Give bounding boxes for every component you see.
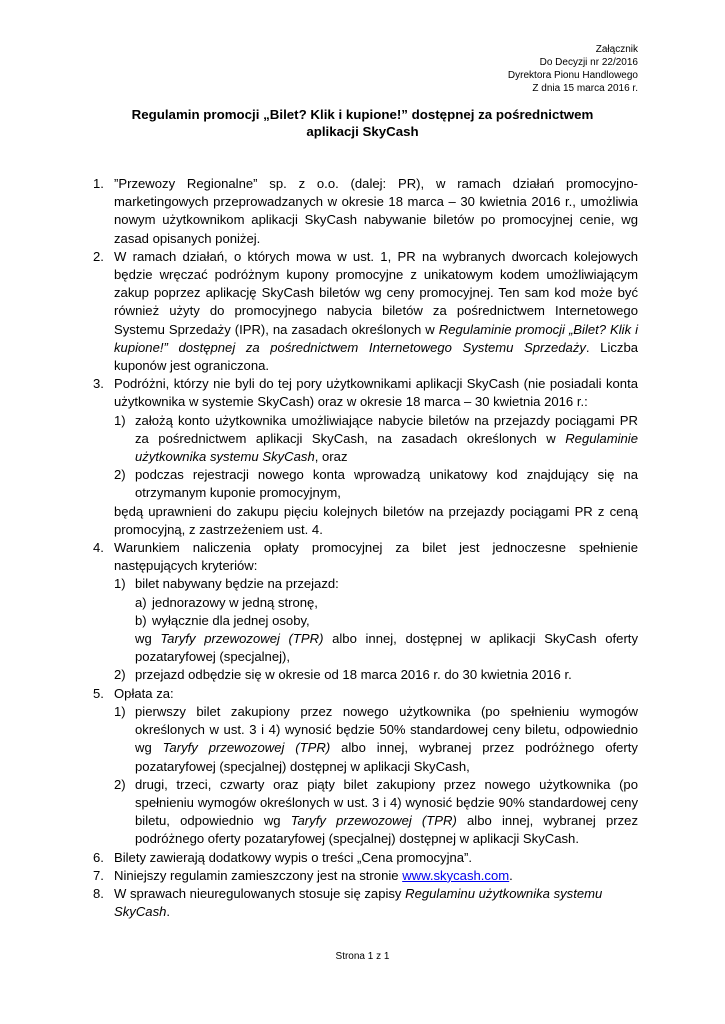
title-line: Regulamin promocji „Bilet? Klik i kupione!” dostępnej za pośrednictwem: [131, 107, 594, 122]
sub-sub-point-letter: b): [135, 612, 147, 628]
sub-point-number: 1): [114, 703, 126, 719]
tariff-note-italic: Taryfy przewozowej (TPR): [160, 631, 324, 647]
tariff-note-text: albo innej, dostępnej w aplikacji SkyCash oferty pozataryfowej (specjalnej),: [135, 631, 638, 665]
sub-point-number: 1): [114, 412, 126, 428]
point-number: 6.: [93, 849, 104, 865]
point-text: Bilety zawierają dodatkowy wypis o treści „Cena promocyjna”.: [114, 849, 473, 865]
point-2: [93, 248, 638, 375]
sub-sub-point-text: wyłącznie dla jednej osoby,: [152, 612, 310, 628]
point-number: 3.: [93, 376, 104, 392]
point-number: 4.: [93, 540, 104, 556]
sub-sub-point-letter: a): [135, 594, 147, 610]
point-number: 5.: [93, 685, 104, 701]
sub-point-4-1: [114, 575, 638, 666]
point-text: . Liczba kuponów jest ograniczona.: [114, 339, 639, 374]
document-title: [90, 106, 635, 140]
sub-point-text: albo innej, wybranej przez podróżnego oferty pozataryfowej (specjalnej) dostępnej w aplikacji SkyCash,: [135, 740, 638, 774]
point-4: [93, 539, 638, 685]
point-number: 2.: [93, 248, 104, 264]
point-text: ”Przewozy Regionalne” sp. z o.o. (dalej: PR), w ramach działań promocyjno-marketingowych przeprowadzanych w okresie 18 marca – 30 kwietnia 2016 r., umożliwia nowym użytkownikom aplikacji SkyCash nabywanie biletów po promocyjnej cenie, wg zasad opisanych poniżej.: [114, 176, 638, 246]
point-1: [93, 175, 638, 248]
sub-point-text: , oraz: [314, 449, 348, 465]
header-line: Dyrektora Pionu Handlowego: [507, 70, 638, 81]
sub-point-text: albo innej, wybranej przez podróżnego oferty pozataryfowej (specjalnej) dostępnej w aplikacji SkyCash.: [135, 813, 639, 847]
sub-point-text: założą konto użytkownika umożliwiające nabycie biletów na przejazdy pociągami PR za pośrednictwem aplikacji SkyCash, na zasadach określonych w: [135, 412, 638, 446]
point-text: .: [509, 867, 513, 883]
point-6: [93, 849, 638, 867]
point-number: 7.: [93, 867, 104, 883]
point-outro: będą uprawnieni do zakupu pięciu kolejnych biletów na przejazdy pociągami PR z ceną promocyjną, z zastrzeżeniem ust. 4.: [114, 503, 638, 537]
sub-point-5-1: [114, 703, 638, 776]
point-intro: Warunkiem naliczenia opłaty promocyjnej za bilet jest jednoczesne spełnienie następujących kryteriów:: [114, 540, 638, 574]
point-7: [93, 867, 638, 885]
point-number: 8.: [93, 885, 104, 901]
point-text: Niniejszy regulamin zamieszczony jest na stronie: [114, 867, 403, 883]
sub-point-text: drugi, trzeci, czwarty oraz piąty bilet zakupiony przez nowego użytkownika (po spełnieniu wymogów określonych w ust. 3 i 4) wynosić będzie 90% standardowej ceny biletu, odpowiednio wg: [135, 776, 638, 829]
point-5: [93, 685, 638, 849]
header-line: Do Decyzji nr 22/2016: [539, 57, 638, 68]
point-number: 1.: [93, 176, 104, 191]
point-text: W ramach działań, o których mowa w ust. 1, PR na wybranych dworcach kolejowych będzie wręczać podróżnym kupony promocyjne z unikatowym kodem umożliwiającym zakup poprzez aplikację SkyCash biletów wg ceny promocyjnej. Ten sam kod może być również użyty do promocyjnego nabycia biletów za pośrednictwem Internetowego Systemu Sprzedaży (IPR), na zasadach określonych w: [114, 248, 638, 337]
point-text: W sprawach nieuregulowanych stosuje się zapisy: [114, 885, 406, 901]
page-number: Strona 1 z 1: [335, 951, 390, 962]
sub-sub-point-b: [135, 612, 638, 630]
header-line: Z dnia 15 marca 2016 r.: [532, 83, 638, 94]
sub-point-5-2: [114, 776, 638, 849]
sub-point-number: 2): [114, 467, 126, 483]
sub-point-3-2: [114, 466, 638, 502]
sub-point-number: 1): [114, 576, 126, 592]
document-body: [93, 175, 638, 921]
document-header: [508, 43, 638, 95]
point-intro: Podróżni, którzy nie byli do tej pory użytkownikami aplikacji SkyCash (nie posiadali konta użytkownika w systemie SkyCash) oraz w okresie 18 marca – 30 kwietnia 2016 r.:: [114, 376, 638, 410]
sub-point-4-2: [114, 666, 638, 684]
sub-point-text: podczas rejestracji nowego konta wprowadzą unikatowy kod znajdujący się na otrzymanym kuponie promocyjnym,: [135, 467, 638, 501]
header-line: Załącznik: [595, 44, 638, 55]
tariff-note: [135, 630, 638, 666]
point-8: [93, 885, 638, 921]
sub-point-number: 2): [114, 776, 126, 792]
point-italic-text: Regulaminie promocji „Bilet? Klik i kupione!” dostępnej za pośrednictwem Internetowego Systemu Sprzedaży: [114, 321, 639, 355]
sub-point-number: 2): [114, 667, 126, 683]
sub-sub-point-text: jednorazowy w jedną stronę,: [152, 594, 318, 610]
title-line: aplikacji SkyCash: [306, 124, 419, 139]
point-italic-text: Regulaminu użytkownika systemu SkyCash: [114, 885, 603, 920]
sub-point-text: przejazd odbędzie się w okresie od 18 marca 2016 r. do 30 kwietnia 2016 r.: [135, 667, 572, 683]
tariff-note-text: wg: [135, 631, 161, 647]
sub-sub-point-a: [135, 594, 638, 612]
sub-point-italic-text: Regulaminie użytkownika systemu SkyCash: [135, 430, 638, 465]
sub-point-text: bilet nabywany będzie na przejazd:: [135, 576, 339, 592]
sub-point-3-1: [114, 412, 638, 467]
sub-point-italic-text: Taryfy przewozowej (TPR): [290, 813, 457, 829]
sub-point-text: pierwszy bilet zakupiony przez nowego użytkownika (po spełnieniu wymogów określonych w ust. 3 i 4) wynosić będzie 50% standardowej ceny biletu, odpowiednio wg: [135, 703, 638, 756]
point-intro: Opłata za:: [114, 685, 174, 701]
point-3: [93, 375, 638, 539]
skycash-website-link[interactable]: www.skycash.com: [402, 867, 510, 883]
sub-point-italic-text: Taryfy przewozowej (TPR): [162, 740, 331, 756]
point-text: .: [166, 904, 171, 920]
